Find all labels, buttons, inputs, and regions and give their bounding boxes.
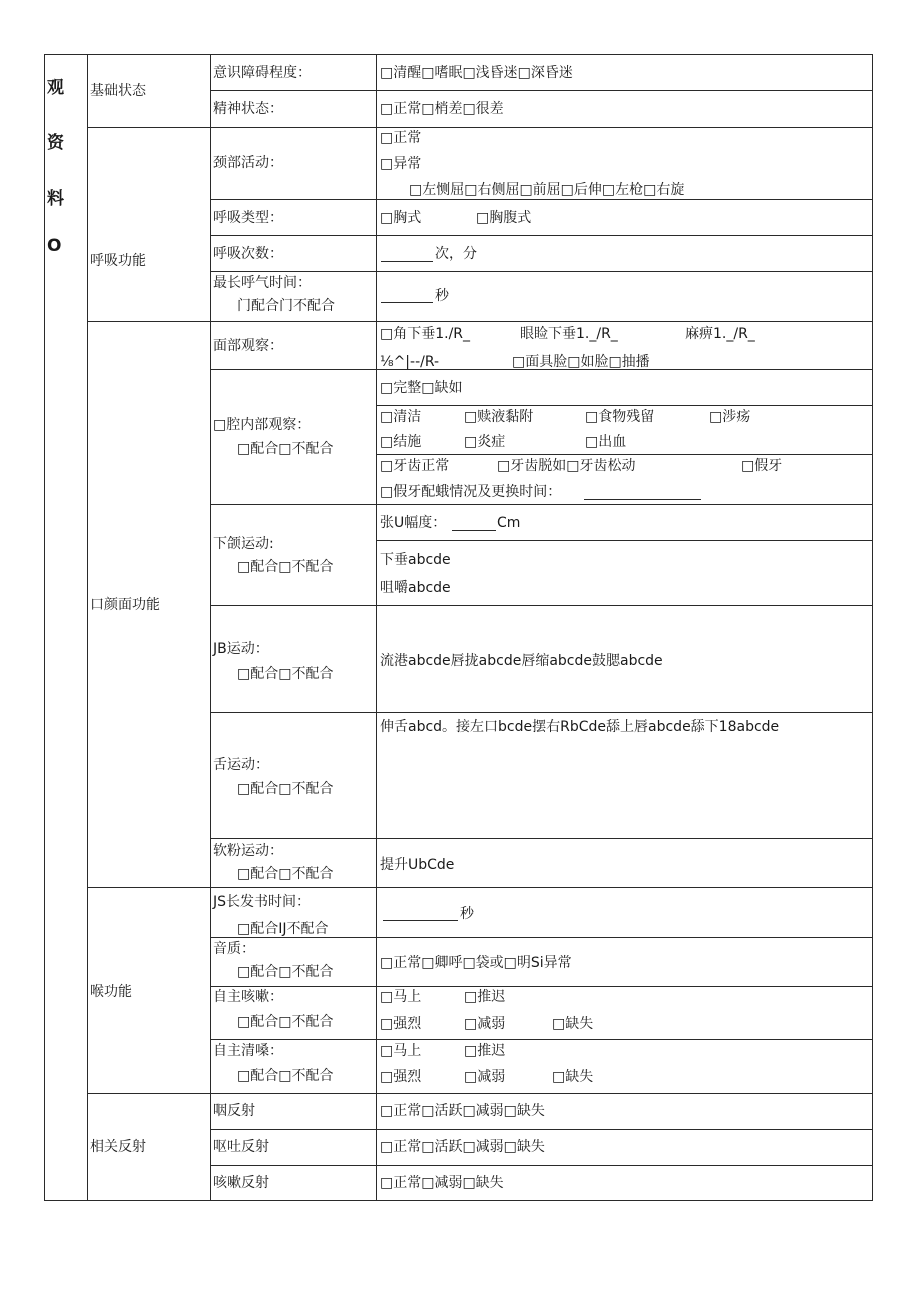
checkbox-cooperation[interactable]: □配合□不配合 bbox=[237, 1014, 334, 1030]
checkbox-absent[interactable]: □缺失 bbox=[552, 1016, 594, 1032]
checkbox-delayed[interactable]: □推迟 bbox=[464, 989, 506, 1005]
checkbox-face-expression[interactable]: □面具脸□如脸□抽播 bbox=[512, 354, 650, 370]
phonation-input-line[interactable] bbox=[383, 920, 458, 921]
checkbox-cough-reflex[interactable]: □正常□减弱□缺失 bbox=[380, 1175, 504, 1191]
row-divider bbox=[210, 838, 873, 839]
label-gag-reflex: 呕吐反射 bbox=[213, 1139, 269, 1155]
label-pharyngeal-reflex: 咽反射 bbox=[213, 1103, 255, 1119]
section-divider bbox=[87, 887, 873, 888]
face-eyelid-droop[interactable]: 眼睑下垂1._/R_ bbox=[520, 326, 618, 342]
row-divider bbox=[210, 1129, 873, 1130]
checkbox-cooperation[interactable]: □配合IJ不配合 bbox=[237, 921, 329, 937]
checkbox-calculus[interactable]: □结施 bbox=[380, 434, 422, 450]
label-phonation: JS长发书时间： bbox=[213, 894, 311, 910]
checkbox-cooperation[interactable]: □配合□不配合 bbox=[237, 441, 334, 457]
exhale-unit: 秒 bbox=[435, 288, 449, 304]
checkbox-saliva[interactable]: □赎液黏附 bbox=[464, 409, 534, 425]
checkbox-neck-normal[interactable]: □正常 bbox=[380, 130, 422, 146]
section-divider bbox=[87, 321, 873, 322]
label-oral-inner: □腔内部观察： bbox=[213, 417, 311, 433]
column-divider bbox=[210, 54, 211, 1201]
row-divider bbox=[210, 712, 873, 713]
checkbox-weak[interactable]: □减弱 bbox=[464, 1016, 506, 1032]
breath-rate-input-line[interactable] bbox=[381, 261, 433, 262]
checkbox-bleeding[interactable]: □出血 bbox=[585, 434, 627, 450]
column-divider bbox=[87, 54, 88, 1201]
table-border bbox=[872, 54, 873, 1201]
checkbox-ulcer[interactable]: □涉疡 bbox=[709, 409, 751, 425]
checkbox-cooperation[interactable]: □配合□不配合 bbox=[237, 964, 334, 980]
breath-rate-unit: 次，分 bbox=[435, 246, 477, 262]
section-divider bbox=[87, 1093, 873, 1094]
lips-grades: 流港abcde唇拢abcde唇缩abcde鼓腮abcde bbox=[380, 653, 663, 669]
row-divider bbox=[210, 1039, 873, 1040]
jaw-open-label: 张U幅度： bbox=[380, 515, 447, 531]
checkbox-chest[interactable]: □胸式 bbox=[380, 210, 422, 226]
row-divider bbox=[210, 937, 873, 938]
phonation-unit: 秒 bbox=[460, 906, 474, 922]
checkbox-complete[interactable]: □完整□缺如 bbox=[380, 380, 463, 396]
checkbox-consciousness[interactable]: □清醒□嗜眠□浅昏迷□深昏迷 bbox=[380, 65, 573, 81]
checkbox-immediate[interactable]: □马上 bbox=[380, 989, 422, 1005]
jaw-open-input-line[interactable] bbox=[452, 530, 496, 531]
section-throat: 喉功能 bbox=[90, 984, 132, 1000]
table-border bbox=[44, 54, 873, 55]
checkbox-strong[interactable]: □强烈 bbox=[380, 1069, 422, 1085]
cell-divider bbox=[376, 405, 873, 406]
side-title-char: 观 bbox=[47, 78, 64, 98]
checkbox-cooperation[interactable]: □配合□不配合 bbox=[237, 666, 334, 682]
face-other[interactable]: ⅛^|--/R- bbox=[380, 354, 440, 370]
checkbox-cooperation[interactable]: □配合□不配合 bbox=[237, 559, 334, 575]
section-oral: 口颜面功能 bbox=[90, 597, 160, 613]
checkbox-strong[interactable]: □强烈 bbox=[380, 1016, 422, 1032]
row-divider bbox=[210, 271, 873, 272]
label-voice: 音质： bbox=[213, 941, 255, 957]
label-soft-palate: 软粉运动： bbox=[213, 843, 283, 859]
face-paralysis[interactable]: 麻痹1._/R_ bbox=[685, 326, 755, 342]
label-tongue: 舌运动： bbox=[213, 757, 269, 773]
side-title-char: O bbox=[47, 236, 62, 256]
denture-input-line[interactable] bbox=[584, 499, 701, 500]
checkbox-cooperation[interactable]: □配合□不配合 bbox=[237, 1068, 334, 1084]
label-lips: JB运动： bbox=[213, 641, 269, 657]
table-border bbox=[44, 1200, 873, 1201]
soft-palate-grade: 提升UbCde bbox=[380, 857, 455, 873]
label-cough-reflex: 咳嗽反射 bbox=[213, 1175, 269, 1191]
section-reflex: 相关反射 bbox=[90, 1139, 146, 1155]
checkbox-weak[interactable]: □减弱 bbox=[464, 1069, 506, 1085]
label-consciousness: 意识障碍程度： bbox=[213, 65, 311, 81]
row-divider bbox=[210, 199, 873, 200]
label-neck: 颈部活动： bbox=[213, 155, 283, 171]
checkbox-absent[interactable]: □缺失 bbox=[552, 1069, 594, 1085]
row-divider bbox=[210, 235, 873, 236]
checkbox-denture[interactable]: □假牙 bbox=[741, 458, 783, 474]
row-divider bbox=[210, 90, 873, 91]
checkbox-delayed[interactable]: □推迟 bbox=[464, 1043, 506, 1059]
row-divider bbox=[210, 1165, 873, 1166]
assessment-form-table bbox=[44, 54, 873, 1201]
checkbox-voice[interactable]: □正常□卿呼□袋或□明Si异常 bbox=[380, 955, 572, 971]
checkbox-denture-fit[interactable]: □假牙配蛾情况及更换时间： bbox=[380, 484, 562, 500]
column-divider bbox=[376, 54, 377, 1201]
section-breath: 呼吸功能 bbox=[90, 253, 146, 269]
checkbox-cooperation[interactable]: 门配合门不配合 bbox=[237, 298, 335, 314]
checkbox-mental[interactable]: □正常□梢差□很差 bbox=[380, 101, 504, 117]
label-clear-throat: 自主清嗓： bbox=[213, 1043, 283, 1059]
label-mental: 精神状态： bbox=[213, 101, 283, 117]
label-breath-type: 呼吸类型： bbox=[213, 210, 283, 226]
row-divider bbox=[210, 605, 873, 606]
section-divider bbox=[87, 127, 873, 128]
jaw-open-unit: Cm bbox=[497, 515, 521, 531]
checkbox-inflammation[interactable]: □炎症 bbox=[464, 434, 506, 450]
section-basic: 基础状态 bbox=[90, 83, 146, 99]
checkbox-teeth-normal[interactable]: □牙齿正常 bbox=[380, 458, 450, 474]
checkbox-food-residue[interactable]: □食物残留 bbox=[585, 409, 655, 425]
checkbox-clean[interactable]: □清洁 bbox=[380, 409, 422, 425]
label-breath-rate: 呼吸次数： bbox=[213, 246, 283, 262]
exhale-input-line[interactable] bbox=[381, 302, 433, 303]
face-mouth-droop[interactable]: □角下垂1./R_ bbox=[380, 326, 471, 342]
checkbox-neck-abnormal[interactable]: □异常 bbox=[380, 156, 422, 172]
cell-divider bbox=[376, 540, 873, 541]
jaw-chew: 咀嚼abcde bbox=[380, 580, 451, 596]
table-border bbox=[44, 54, 45, 1201]
label-jaw: 下颌运动: bbox=[213, 536, 274, 552]
label-longest-exhale: 最长呼气时间： bbox=[213, 275, 311, 291]
checkbox-gag-reflex[interactable]: □正常□活跃□减弱□缺失 bbox=[380, 1139, 545, 1155]
checkbox-pharyngeal-reflex[interactable]: □正常□活跃□减弱□缺失 bbox=[380, 1103, 545, 1119]
side-title-char: 料 bbox=[47, 189, 64, 209]
cell-divider bbox=[376, 454, 873, 455]
label-face: 面部观察： bbox=[213, 338, 283, 354]
label-cough: 自主咳嗽： bbox=[213, 989, 283, 1005]
checkbox-neck-options[interactable]: □左恻屈□右侧屈□前屈□后伸□左枪□右旋 bbox=[409, 182, 685, 198]
row-divider bbox=[210, 986, 873, 987]
checkbox-chest-abdominal[interactable]: □胸腹式 bbox=[476, 210, 532, 226]
checkbox-teeth-loss[interactable]: □牙齿脱如□牙齿松动 bbox=[497, 458, 636, 474]
checkbox-cooperation[interactable]: □配合□不配合 bbox=[237, 781, 334, 797]
side-title-char: 资 bbox=[47, 133, 64, 153]
row-divider bbox=[210, 504, 873, 505]
checkbox-immediate[interactable]: □马上 bbox=[380, 1043, 422, 1059]
tongue-grades: 伸舌abcd。接左口bcde摆右RbCde舔上唇abcde舔下18abcde bbox=[380, 719, 780, 735]
checkbox-cooperation[interactable]: □配合□不配合 bbox=[237, 866, 334, 882]
jaw-droop: 下垂abcde bbox=[380, 552, 451, 568]
